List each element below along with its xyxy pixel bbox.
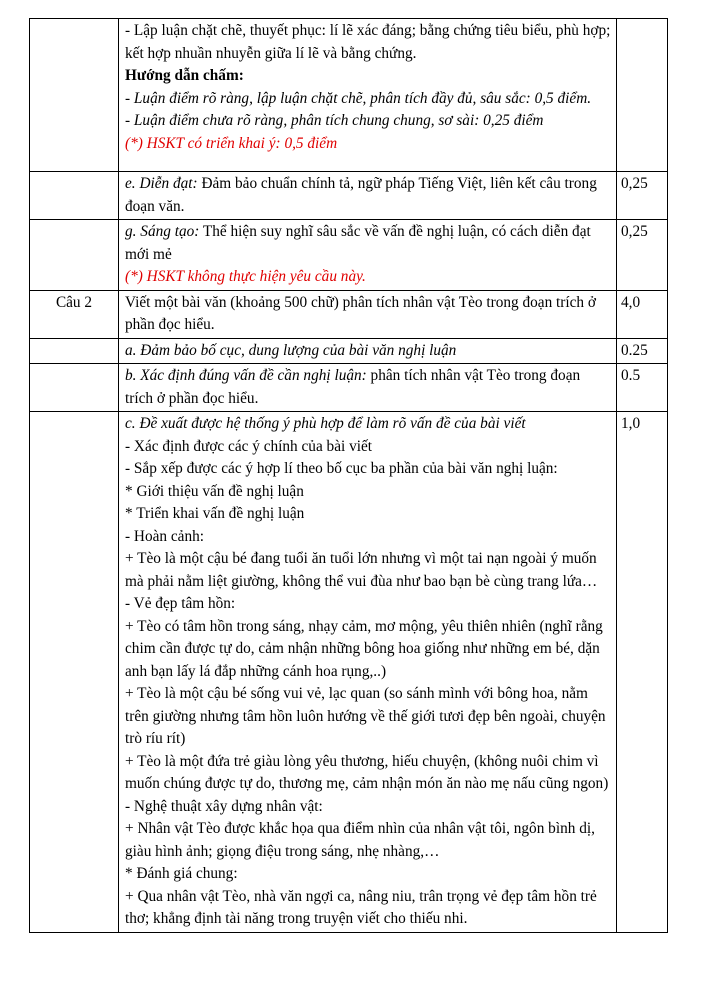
outline-item: - Nghệ thuật xây dựng nhân vật: xyxy=(125,797,323,815)
content-cell xyxy=(119,412,617,933)
criteria-text: - Lập luận chặt chẽ, thuyết phục: lí lẽ xác đáng; bằng chứng tiêu biểu, phù hợp; kết hợp nhuần nhuyễn giữa lí lẽ và bằng chứng. xyxy=(125,22,611,62)
question-cell xyxy=(30,220,119,291)
criteria-heading: a. Đảm bảo bố cục, dung lượng của bài văn nghị luận xyxy=(125,341,457,359)
criteria-heading: e. Diễn đạt: xyxy=(125,175,198,192)
grading-guide-heading: Hướng dẫn chấm: xyxy=(125,67,244,84)
grading-table xyxy=(29,18,668,933)
outline-item: + Tèo là một đứa trẻ giàu lòng yêu thương, hiếu chuyện, (không nuôi chim vì muốn chúng được tự do, thương mẹ, cảm nhận món ăn nào mẹ nấu cũng ngon) xyxy=(125,752,609,792)
criteria-text: Thể hiện suy nghĩ sâu sắc về vấn đề nghị luận, có cách diễn đạt mới mẻ xyxy=(125,223,591,263)
outline-item: - Sắp xếp được các ý hợp lí theo bố cục ba phần của bài văn nghị luận: xyxy=(125,460,558,477)
table-row xyxy=(30,290,668,338)
table-row xyxy=(30,19,668,172)
score-cell xyxy=(617,19,668,172)
content-cell xyxy=(119,290,617,338)
table-row xyxy=(30,364,668,412)
outline-item: + Qua nhân vật Tèo, nhà văn ngợi ca, nâng niu, trân trọng vẻ đẹp tâm hồn trẻ thơ; khẳng định tài năng trong truyện viết cho thiếu nhi. xyxy=(125,887,597,927)
outline-item: - Xác định được các ý chính của bài viết xyxy=(125,437,373,455)
grading-guide-item: - Luận điểm chưa rõ ràng, phân tích chung chung, sơ sài: 0,25 điểm xyxy=(125,112,544,129)
question-cell xyxy=(30,172,119,220)
score-cell: 1,0 xyxy=(617,412,668,933)
content-cell xyxy=(119,220,617,291)
question-cell xyxy=(30,412,119,933)
score-cell: 0,25 xyxy=(617,220,668,291)
outline-item: + Tèo có tâm hồn trong sáng, nhạy cảm, mơ mộng, yêu thiên nhiên (nghĩ rằng chim cần được tự do, cảm nhận những bông hoa giống như những em bé, dặn anh bạn lấy lá đắp những cánh hoa rụng,..) xyxy=(125,617,603,680)
outline-item: * Giới thiệu vấn đề nghị luận xyxy=(125,482,304,500)
criteria-text: phân tích nhân vật Tèo trong đoạn trích ở phần đọc hiểu. xyxy=(125,367,581,407)
outline-item: * Đánh giá chung: xyxy=(125,865,238,882)
content-cell xyxy=(119,19,617,172)
outline-item: + Nhân vật Tèo được khắc họa qua điểm nhìn của nhân vật tôi, ngôn bình dị, giàu hình ảnh; giọng điệu trong sáng, nhẹ nhàng,… xyxy=(125,820,595,860)
outline-item: + Tèo là một cậu bé đang tuổi ăn tuổi lớn nhưng vì một tai nạn ngoài ý muốn mà phải nằm liệt giường, không thể vui đùa như bao bạn bè cùng trang lứa… xyxy=(125,550,598,590)
score-cell: 0.5 xyxy=(617,364,668,412)
score-cell: 4,0 xyxy=(617,290,668,338)
content-cell xyxy=(119,338,617,364)
table-row xyxy=(30,220,668,291)
question-cell xyxy=(30,364,119,412)
criteria-heading: c. Đề xuất được hệ thống ý phù hợp để làm rõ vấn đề của bài viết xyxy=(125,415,526,432)
grading-guide-item: - Luận điểm rõ ràng, lập luận chặt chẽ, phân tích đầy đủ, sâu sắc: 0,5 điểm. xyxy=(125,89,592,107)
special-note: (*) HSKT không thực hiện yêu cầu này. xyxy=(125,268,366,285)
criteria-heading: b. Xác định đúng vấn đề cần nghị luận: xyxy=(125,367,367,384)
criteria-text: Đảm bảo chuẩn chính tả, ngữ pháp Tiếng Việt, liên kết câu trong đoạn văn. xyxy=(125,175,597,215)
table-row xyxy=(30,338,668,364)
question-cell xyxy=(30,19,119,172)
outline-item: * Triển khai vấn đề nghị luận xyxy=(125,505,305,522)
question-cell: Câu 2 xyxy=(30,290,119,338)
content-cell xyxy=(119,172,617,220)
criteria-heading: g. Sáng tạo: xyxy=(125,223,200,240)
score-cell: 0.25 xyxy=(617,338,668,364)
outline-item: - Vẻ đẹp tâm hồn: xyxy=(125,595,236,612)
question-cell xyxy=(30,338,119,364)
table-row xyxy=(30,412,668,933)
outline-item: - Hoàn cảnh: xyxy=(125,527,205,545)
outline-item: + Tèo là một cậu bé sống vui vẻ, lạc quan (so sánh mình với bông hoa, nằm trên giường nhưng tâm hồn luôn hướng về thế giới tươi đẹp bên ngoài, chuyện trò ríu rít) xyxy=(125,685,606,747)
table-row xyxy=(30,172,668,220)
content-cell xyxy=(119,364,617,412)
score-cell: 0,25 xyxy=(617,172,668,220)
question-prompt: Viết một bài văn (khoảng 500 chữ) phân tích nhân vật Tèo trong đoạn trích ở phần đọc hiểu. xyxy=(125,293,596,333)
special-note: (*) HSKT có triển khai ý: 0,5 điểm xyxy=(125,134,338,152)
